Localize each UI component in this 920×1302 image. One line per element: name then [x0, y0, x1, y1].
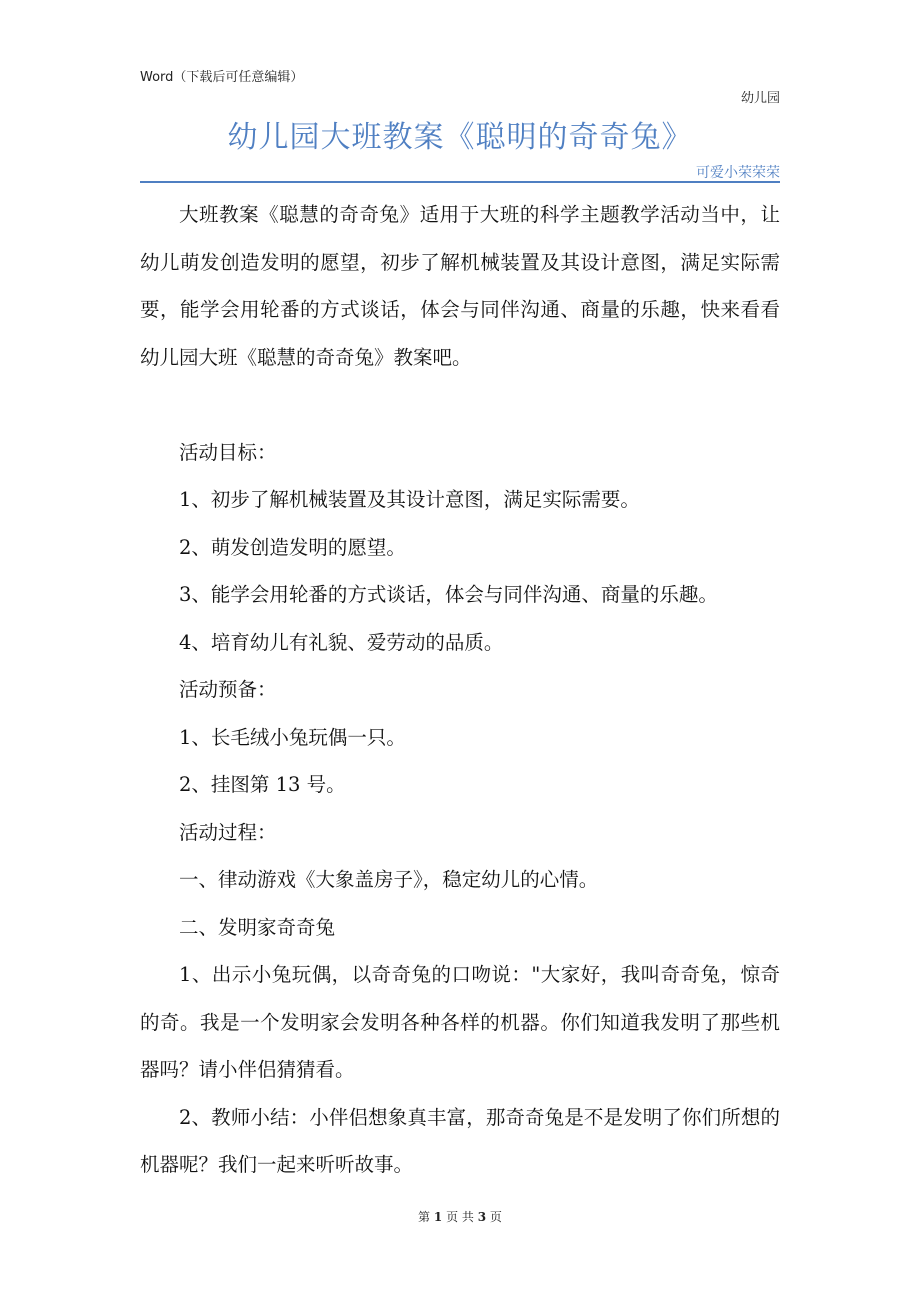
prep-item-2: 2、挂图第 13 号。: [179, 773, 346, 796]
author-name: 可爱小荣荣荣: [696, 165, 780, 181]
process-heading: 活动过程：: [179, 820, 277, 844]
intro-paragraph: 大班教案《聪慧的奇奇兔》适用于大班的科学主题教学活动当中，让幼儿萌发创造发明的愿望，初步了解机械装置及其设计意图，满足实际需要，能学会用轮番的方式谈话，体会与同伴沟通、商量的乐趣，快来看看幼儿园大班《聪慧的奇奇兔》教案吧。: [140, 203, 780, 369]
document-title: 幼儿园大班教案《聪明的奇奇兔》: [227, 120, 693, 155]
title-underline: [140, 181, 780, 183]
process-step-2: 二、发明家奇奇兔: [179, 915, 336, 939]
prep-item-1: 1、长毛绒小兔玩偶一只。: [179, 725, 406, 749]
process-step-2-2: 2、教师小结：小伴侣想象真丰富，那奇奇兔是不是发明了你们所想的机器呢？我们一起来听听故事。: [140, 1105, 780, 1176]
page-footer: [0, 1208, 920, 1225]
footer-prefix: 第: [418, 1210, 431, 1224]
current-page-number: 1: [433, 1210, 443, 1224]
total-page-number: 3: [477, 1210, 487, 1224]
goal-item-3: 3、能学会用轮番的方式谈话，体会与同伴沟通、商量的乐趣。: [179, 583, 718, 606]
document-body: [140, 191, 780, 1189]
goal-item-4: 4、培育幼儿有礼貌、爱劳动的品质。: [179, 630, 504, 654]
goal-item-1: 1、初步了解机械装置及其设计意图，满足实际需要。: [179, 488, 640, 511]
goal-item-2: 2、萌发创造发明的愿望。: [179, 535, 406, 559]
prep-heading: 活动预备：: [179, 678, 277, 701]
footer-suffix: 页: [489, 1210, 502, 1224]
process-step-1: 一、律动游戏《大象盖房子》，稳定幼儿的心情。: [179, 868, 599, 891]
process-step-2-1: 1、出示小兔玩偶，以奇奇兔的口吻说："大家好，我叫奇奇兔，惊奇的奇。我是一个发明家会发明各种各样的机器。你们知道我发明了那些机器吗？请小伴侣猜猜看。: [140, 963, 780, 1081]
goals-heading: 活动目标：: [179, 440, 277, 464]
footer-middle: 页 共: [446, 1210, 474, 1224]
download-note: Word（下载后可任意编辑）: [140, 70, 304, 85]
header-category: 幼儿园: [740, 91, 780, 106]
